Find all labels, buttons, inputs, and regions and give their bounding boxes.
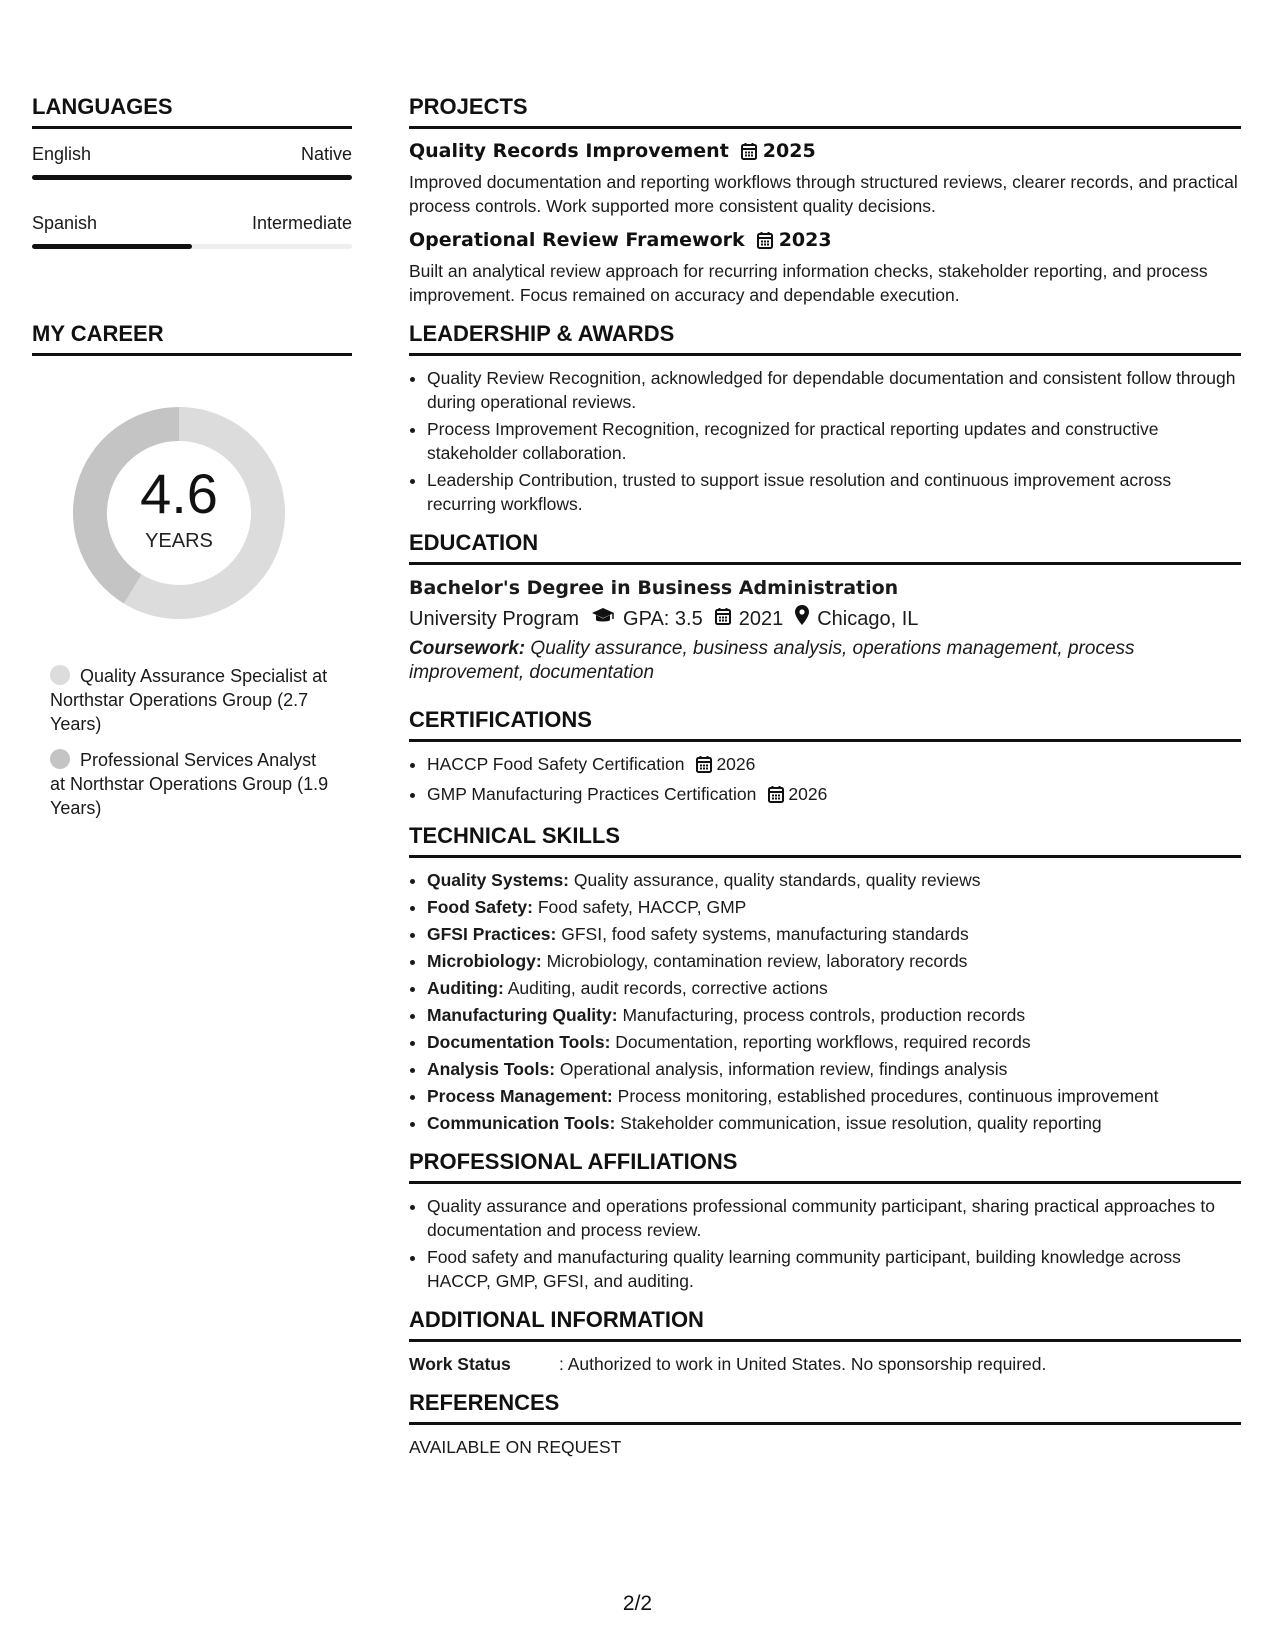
- skill-values: Microbiology, contamination review, laboratory records: [546, 951, 968, 971]
- location-pin-icon: [795, 605, 809, 633]
- school-name: University Program: [409, 608, 580, 630]
- career-donut-chart: [66, 400, 292, 626]
- calendar-icon: [715, 605, 731, 633]
- language-item: [32, 143, 352, 180]
- education-section: [409, 530, 1241, 685]
- list-item: [427, 949, 1241, 973]
- skill-category: Food Safety:: [427, 897, 533, 917]
- list-item: [427, 1003, 1241, 1027]
- language-level-fill: [32, 244, 192, 249]
- education-location: Chicago, IL: [817, 608, 919, 630]
- language-level: Intermediate: [251, 213, 352, 233]
- education-meta: [409, 605, 1241, 633]
- info-key: Work Status: [409, 1354, 511, 1374]
- calendar-icon: [741, 142, 757, 166]
- certification-year: 2026: [716, 754, 756, 774]
- skill-values: GFSI, food safety systems, manufacturing standards: [561, 924, 969, 944]
- language-level-fill: [32, 175, 352, 180]
- career-legend-item: [50, 664, 330, 736]
- legend-dot-icon: [50, 749, 70, 769]
- page-number: 2/2: [622, 1592, 653, 1615]
- languages-section: [32, 94, 352, 249]
- list-item: [427, 868, 1241, 892]
- skill-category: Communication Tools:: [427, 1113, 616, 1133]
- coursework-text: Quality assurance, business analysis, operations management, process improvement, documentation: [409, 638, 1135, 683]
- skills-section: [409, 823, 1241, 1135]
- project-description: Built an analytical review approach for recurring information checks, stakeholder reporting, and process improvement. Focus remained on accuracy and dependable execution.: [409, 261, 1208, 305]
- skill-values: Quality assurance, quality standards, quality reviews: [573, 870, 981, 890]
- list-item: • Quality Review Recognition, acknowledged for dependable documentation and consistent follow through during operational reviews.: [427, 366, 1241, 414]
- references-text: AVAILABLE ON REQUEST: [409, 1437, 622, 1457]
- list-item: [427, 1084, 1241, 1108]
- projects-title: PROJECTS: [409, 94, 1241, 129]
- skill-category: GFSI Practices:: [427, 924, 557, 944]
- list-item: [427, 922, 1241, 946]
- career-legend-item: [50, 748, 330, 820]
- graduation-cap-icon: [591, 605, 615, 633]
- career-role-label: Professional Services Analyst at Northstar Operations Group (1.9 Years): [50, 750, 329, 818]
- list-item: [427, 1057, 1241, 1081]
- graduation-year: 2021: [738, 608, 784, 630]
- career-legend: [32, 664, 330, 820]
- calendar-icon: [768, 785, 784, 809]
- career-total-unit: YEARS: [145, 530, 213, 552]
- project-name: Quality Records Improvement: [409, 140, 729, 162]
- certifications-title: CERTIFICATIONS: [409, 707, 1241, 742]
- references-section: [409, 1390, 1241, 1459]
- calendar-icon: [757, 231, 773, 255]
- certification-name: GMP Manufacturing Practices Certification: [427, 784, 757, 804]
- certification-name: HACCP Food Safety Certification: [427, 754, 685, 774]
- language-level: Native: [300, 144, 352, 164]
- skills-title: TECHNICAL SKILLS: [409, 823, 1241, 858]
- coursework: [409, 637, 1241, 685]
- affiliations-section: [409, 1149, 1241, 1293]
- project-name: Operational Review Framework: [409, 229, 745, 251]
- skill-category: Auditing:: [427, 978, 504, 998]
- legend-dot-icon: [50, 665, 70, 685]
- info-value: : Authorized to work in United States. No sponsorship required.: [559, 1354, 1047, 1374]
- skill-values: Auditing, audit records, corrective actions: [507, 978, 828, 998]
- affiliations-title: PROFESSIONAL AFFILIATIONS: [409, 1149, 1241, 1184]
- leadership-list: [409, 366, 1241, 516]
- skill-values: Food safety, HACCP, GMP: [537, 897, 747, 917]
- language-level-bar: [32, 175, 352, 180]
- career-role-label: Quality Assurance Specialist at Northstar Operations Group (2.7 Years): [50, 666, 328, 734]
- certification-year: 2026: [788, 784, 828, 804]
- left-column: [32, 94, 352, 832]
- education-title: EDUCATION: [409, 530, 1241, 565]
- language-name: Spanish: [32, 213, 98, 233]
- certifications-list: [409, 752, 1241, 809]
- skill-values: Process monitoring, established procedures, continuous improvement: [617, 1086, 1159, 1106]
- references-title: REFERENCES: [409, 1390, 1241, 1425]
- info-row: [409, 1352, 1241, 1376]
- list-item: [427, 752, 1241, 779]
- skills-list: [409, 868, 1241, 1135]
- skill-values: Manufacturing, process controls, production records: [622, 1005, 1026, 1025]
- affiliations-list: [409, 1194, 1241, 1293]
- degree-name: Bachelor's Degree in Business Administration: [409, 577, 899, 599]
- career-total-value: 4.6: [140, 462, 218, 525]
- certifications-section: [409, 707, 1241, 809]
- additional-info-title: ADDITIONAL INFORMATION: [409, 1307, 1241, 1342]
- calendar-icon: [696, 755, 712, 779]
- gpa-value: GPA: 3.5: [623, 608, 703, 630]
- project-description: Improved documentation and reporting workflows through structured reviews, clearer records, and practical process controls. Work supported more consistent quality decisions.: [409, 172, 1238, 216]
- right-column: [409, 94, 1241, 1473]
- project-year: 2023: [778, 229, 832, 251]
- project-item: [409, 139, 1241, 218]
- list-item: • Leadership Contribution, trusted to support issue resolution and continuous improvement across recurring workflows.: [427, 468, 1241, 516]
- skill-values: Documentation, reporting workflows, required records: [615, 1032, 1031, 1052]
- language-level-bar: [32, 244, 352, 249]
- list-item: • Food safety and manufacturing quality learning community participant, building knowledge across HACCP, GMP, GFSI, and auditing.: [427, 1245, 1241, 1293]
- list-item: • Quality assurance and operations professional community participant, sharing practical approaches to documentation and process review.: [427, 1194, 1241, 1242]
- list-item: [427, 782, 1241, 809]
- projects-section: [409, 94, 1241, 307]
- list-item: • Process Improvement Recognition, recognized for practical reporting updates and constructive stakeholder collaboration.: [427, 417, 1241, 465]
- skill-category: Process Management:: [427, 1086, 613, 1106]
- career-title: MY CAREER: [32, 321, 352, 356]
- list-item: [427, 895, 1241, 919]
- skill-values: Operational analysis, information review, findings analysis: [559, 1059, 1008, 1079]
- list-item: [427, 976, 1241, 1000]
- skill-category: Manufacturing Quality:: [427, 1005, 618, 1025]
- skill-category: Documentation Tools:: [427, 1032, 611, 1052]
- skill-category: Quality Systems:: [427, 870, 569, 890]
- list-item: [427, 1030, 1241, 1054]
- career-section: [32, 321, 352, 820]
- project-item: [409, 228, 1241, 307]
- languages-title: LANGUAGES: [32, 94, 352, 129]
- skill-category: Analysis Tools:: [427, 1059, 556, 1079]
- leadership-title: LEADERSHIP & AWARDS: [409, 321, 1241, 356]
- language-item: [32, 212, 352, 249]
- leadership-section: [409, 321, 1241, 516]
- additional-info-section: [409, 1307, 1241, 1376]
- language-name: English: [32, 144, 92, 164]
- skill-category: Microbiology:: [427, 951, 542, 971]
- list-item: [427, 1111, 1241, 1135]
- skill-values: Stakeholder communication, issue resolution, quality reporting: [620, 1113, 1102, 1133]
- project-year: 2025: [762, 140, 816, 162]
- coursework-label: Coursework:: [409, 638, 526, 659]
